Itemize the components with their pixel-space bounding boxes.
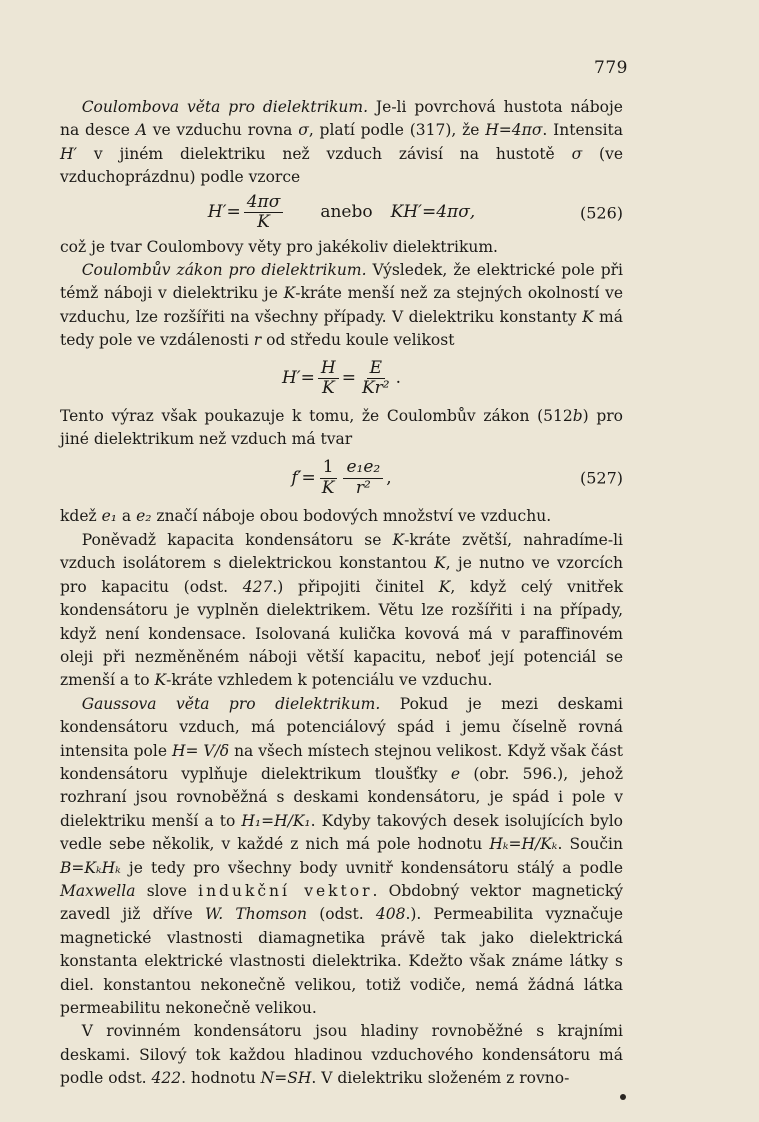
body-text	[60, 96, 623, 1091]
inline-formula: N=SH	[260, 1069, 312, 1088]
fraction: $\frac{E}{\text{Kr²}}$	[361, 357, 390, 399]
equation-526: H′= $\frac{4\pi\sigma}{K}$ anebo KH′=4πσ, (526)	[207, 191, 623, 233]
inline-formula: Hₖ=H/Kₖ	[489, 835, 558, 854]
emphasized-term: indukční vektor	[198, 881, 373, 900]
page-number: 779	[594, 58, 628, 78]
author-name: W. Thomson	[205, 905, 307, 924]
fraction: $\frac{H}{K}$	[318, 359, 339, 399]
equation-527: f′= $\frac{1}{K}$ $\frac{\text{e₁e₂}}{\text{r²}}$ , (527)	[291, 457, 623, 498]
paragraph-coulomb-theorem: Coulombova věta pro dielektrikum. Je-li povrchová hustota náboje na desce A ve vzduchu rovna σ, platí podle (317), že H=4πσ. Intensita H′ v jiném dielektriku než vzduch závisí na hustotě σ (ve vzduchoprázdnu) podle vzorce	[60, 98, 623, 187]
equation-field: H′= $\frac{H}{K}$ = $\frac{E}{\text{Kr²}}$ .	[281, 357, 402, 399]
paragraph-expression: Tento výraz však poukazuje k tomu, že Coulombův zákon (512b) pro jiné dielektrikum než vzduch má tvar	[60, 406, 624, 449]
inline-formula: B=KₖHₖ	[60, 858, 121, 877]
author-name: Maxwella	[60, 881, 136, 900]
fraction: $\frac{4\pi\sigma}{K}$	[244, 193, 284, 233]
section-lead: Coulombův zákon pro dielektrikum.	[81, 261, 367, 280]
section-reference: 408	[375, 905, 406, 924]
paragraph-conclusion: což je tvar Coulombovy věty pro jakékoliv dielektrikum.	[60, 237, 498, 256]
equation-number: (527)	[579, 468, 623, 488]
fraction: $\frac{1}{K}$	[319, 458, 338, 498]
equation-number: (526)	[579, 202, 623, 222]
paragraph-charges: kdež e₁ a e₂ značí náboje obou bodových množství ve vzduchu.	[60, 507, 552, 526]
inline-formula: H=4πσ	[485, 121, 543, 140]
fraction: $\frac{\text{e₁e₂}}{\text{r²}}$	[343, 458, 383, 498]
paragraph-gauss-theorem: Gaussova věta pro dielektrikum. Pokud je mezi deskami kondensátoru vzduch, má potenciálový spád i jemu číselně rovná intensita pole H= V/δ na všech místech stejnou velikost. Když však část kondensátoru vyplňuje dielektrikum tloušťky e (obr. 596.), jehož rozhraní jsou rovnoběžná s deskami kondensátoru, je spád i pole v dielektriku menší a to H₁=H/K₁. Kdyby takových desek isolujících bylo vedle sebe několik, v každé z nich má pole hodnotu Hₖ=H/Kₖ. Součin B=KₖHₖ je tedy pro všechny body uvnitř kondensátoru stálý a podle Maxwella slove indukční vektor. Obdobný vektor magnetický zavedl již dříve W. Thomson (odst. 408.). Permeabilita vyznačuje magnetické vlastnosti diamagnetika právě tak jako dielektrická konstanta elektrické vlastnosti dielektrika. Kdežto však známe látky s diel. konstantou nekonečně velikou, totiž vodiče, nemá žádná látka permeabilitu nekonečně velikou.	[60, 694, 624, 1017]
inline-formula: H= V/δ	[171, 741, 230, 760]
section-lead: Coulombova věta pro dielektrikum.	[81, 98, 369, 116]
paragraph-plane-capacitor: V rovinném kondensátoru jsou hladiny rovnoběžné s krajními deskami. Silový tok každou hladinou vzduchového kondensátoru má podle odst. 422. hodnotu N=SH. V dielektriku složeném z rovno-	[60, 1022, 623, 1088]
section-reference: 427	[242, 577, 273, 596]
paragraph-coulomb-law: Coulombův zákon pro dielektrikum. Výsledek, že elektrické pole při témž náboji v dielektriku je K-kráte menší než za stejných okolností ve vzduchu, lze rozšířiti na všechny případy. V dielektriku konstanty K má tedy pole ve vzdálenosti r od středu koule velikost	[60, 261, 623, 350]
ink-dot	[620, 1094, 626, 1100]
inline-formula: H₁=H/K₁	[241, 811, 311, 830]
paragraph-capacity: Poněvadž kapacita kondensátoru se K-kráte zvětší, nahradíme-li vzduch isolátorem s dielektrickou konstantou K, je nutno ve vzorcích pro kapacitu (odst. 427.) připojiti činitel K, když celý vnitřek kondensátoru je vyplněn dielektrikem. Větu lze rozšířiti i na případy, když není kondensace. Isolovaná kulička kovová má v paraffinovém oleji při nezměněném náboji větší kapacitu, neboť její potenciál se zmenší a to K-kráte vzhledem k potenciálu ve vzduchu.	[60, 530, 623, 690]
section-reference: 422	[151, 1069, 182, 1088]
section-lead: Gaussova věta pro dielektrikum.	[81, 694, 381, 713]
